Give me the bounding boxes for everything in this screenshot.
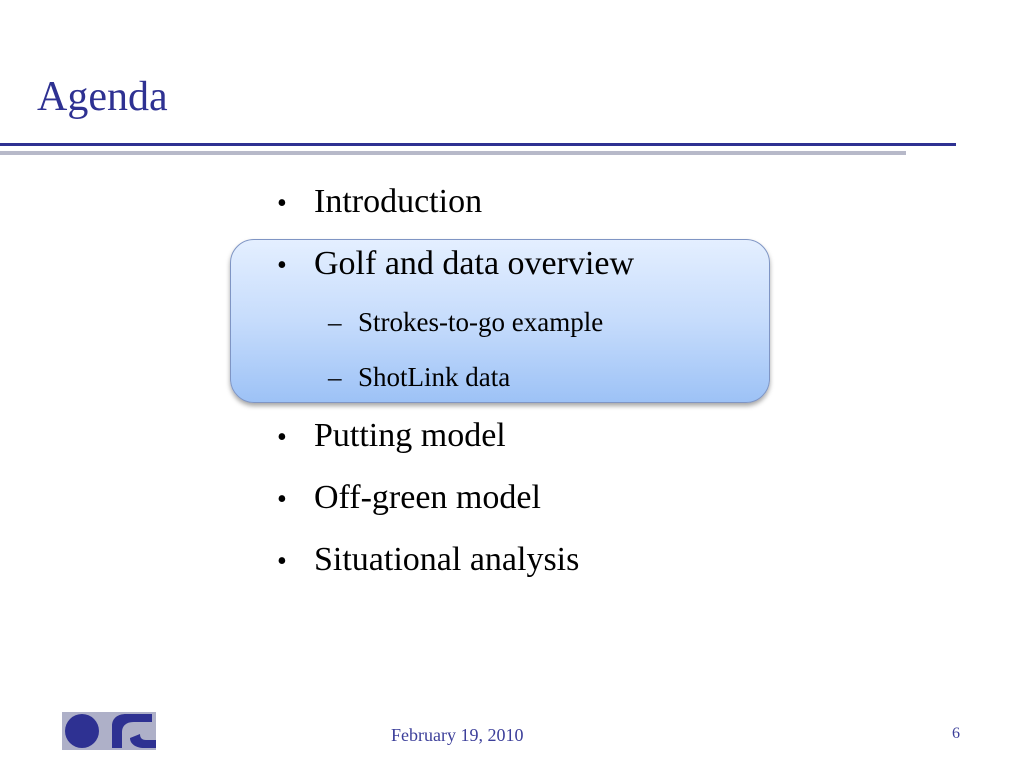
agenda-item-label: Introduction xyxy=(314,183,483,220)
title-underline xyxy=(0,143,956,146)
agenda-subitem-label: Strokes-to-go example xyxy=(358,307,604,337)
bullet-marker: • xyxy=(277,422,287,453)
agenda-subitem-strokes-to-go xyxy=(328,306,603,338)
dash-marker: – xyxy=(328,362,342,392)
page-number: 6 xyxy=(952,725,960,742)
title-underline-shadow xyxy=(0,151,906,155)
slide-title: Agenda xyxy=(37,74,168,120)
bullet-marker: • xyxy=(277,546,287,577)
agenda-item-golf-and-data-overview xyxy=(277,244,634,286)
agenda-subitem-shotlink xyxy=(328,361,510,393)
agenda-item-putting-model xyxy=(277,416,506,458)
bullet-marker: • xyxy=(277,188,287,219)
agenda-item-label: Situational analysis xyxy=(314,541,580,578)
bullet-marker: • xyxy=(277,250,287,281)
agenda-item-label: Off-green model xyxy=(314,479,541,516)
footer-date: February 19, 2010 xyxy=(391,725,524,745)
bullet-marker: • xyxy=(277,484,287,515)
agenda-item-label: Putting model xyxy=(314,417,506,454)
dash-marker: – xyxy=(328,307,342,337)
agenda-item-introduction xyxy=(277,182,482,224)
agenda-item-situational-analysis xyxy=(277,540,579,582)
agenda-item-label: Golf and data overview xyxy=(314,245,635,282)
company-logo-icon xyxy=(62,712,156,750)
agenda-subitem-label: ShotLink data xyxy=(358,362,511,392)
agenda-item-off-green-model xyxy=(277,478,541,520)
